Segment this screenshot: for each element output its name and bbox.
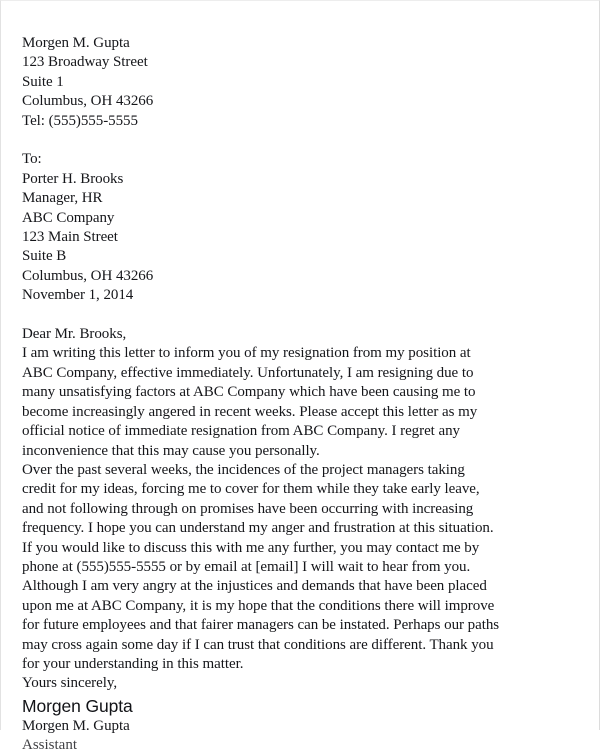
recipient-name: Porter H. Brooks [22,170,124,187]
body-line: ABC Company, effective immediately. Unfortunately, I am resigning due to [22,364,474,381]
body-line: If you would like to discuss this with me any further, you may contact me by [22,539,480,556]
recipient-company: ABC Company [22,209,115,226]
sender-address-block [22,34,585,131]
recipient-address-block [22,150,585,305]
sender-job-title-clipped: Assistant [22,737,78,754]
recipient-street: 123 Main Street [22,229,118,246]
body-line: phone at (555)555-5555 or by email at [email] I will wait to hear from you. [22,558,471,575]
letter-date: November 1, 2014 [22,287,134,304]
sender-suite: Suite 1 [22,73,64,90]
body-line: credit for my ideas, forcing me to cover for them while they take early leave, [22,481,480,498]
recipient-title: Manager, HR [22,190,103,207]
valediction: Yours sincerely, [22,675,118,692]
sender-phone: Tel: (555)555-5555 [22,112,138,129]
body-line: Although I am very angry at the injustices and demands that have been placed [22,578,487,595]
body-line: for your understanding in this matter. [22,655,244,672]
body-paragraph-2 [22,461,585,674]
printed-name: Morgen M. Gupta [22,717,130,734]
recipient-suite: Suite B [22,248,67,265]
spacer-after-recipient [22,306,585,325]
body-line: frequency. I hope you can understand my anger and frustration at this situation. [22,520,494,537]
salutation: Dear Mr. Brooks, [22,326,127,343]
to-label: To: [22,151,42,168]
body-paragraph-1 [22,344,585,460]
sender-city-state-zip: Columbus, OH 43266 [22,93,154,110]
closing-block [22,674,585,754]
body-line: many unsatisfying factors at ABC Company which have been causing me to [22,384,476,401]
body-line: inconvenience that this may cause you personally. [22,442,320,459]
recipient-city-state-zip: Columbus, OH 43266 [22,267,154,284]
body-line: I am writing this letter to inform you of my resignation from my position at [22,345,471,362]
letter-content [22,34,585,754]
body-line: for future employees and that fairer managers can be instated. Perhaps our paths [22,617,500,634]
body-line: Over the past several weeks, the incidences of the project managers taking [22,461,465,478]
spacer-after-sender [22,131,585,150]
body-line: and not following through on promises have been occurring with increasing [22,500,474,517]
body-line: official notice of immediate resignation from ABC Company. I regret any [22,423,460,440]
body-line: upon me at ABC Company, it is my hope that the conditions there will improve [22,597,495,614]
sender-name: Morgen M. Gupta [22,35,130,51]
sender-street: 123 Broadway Street [22,54,148,71]
body-line: may cross again some day if I can trust that conditions are different. Thank you [22,636,494,653]
body-line: become increasingly angered in recent weeks. Please accept this letter as my [22,403,478,420]
signature: Morgen Gupta [22,695,133,716]
